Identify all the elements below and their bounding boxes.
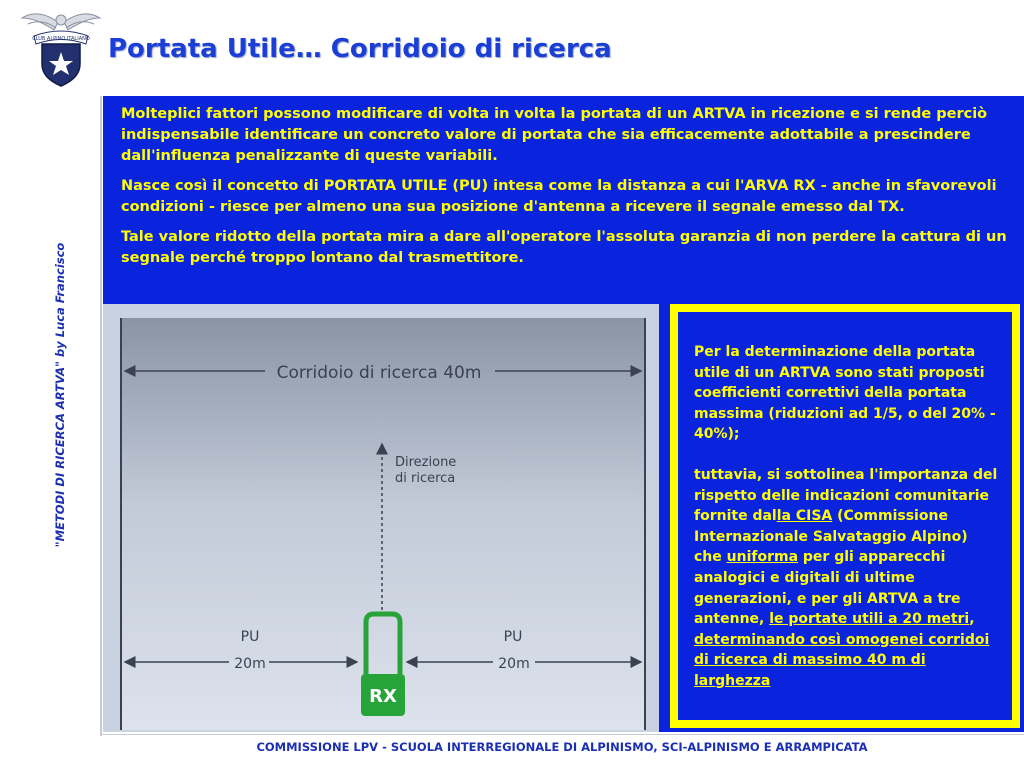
paragraph-3: Tale valore ridotto della portata mira a dare all'operatore l'assoluta garanzia di non perdere la cattura di un segnale perché troppo lontano dal trasmettitore. xyxy=(121,229,1007,266)
note-paragraph-1: Per la determinazione della portata utile di un ARTVA sono stati proposti coefficienti correttivi della portata massima (riduzioni ad 1/5, o del 20% - 40%); xyxy=(694,344,996,443)
note-box xyxy=(670,304,1020,728)
vertical-author-text: "METODI DI RICERCA ARTVA" by Luca Francisco xyxy=(53,242,67,548)
note-text-c: (Commissione Internazionale Salvataggio Alpino) che xyxy=(694,508,968,566)
note-underline-portate: le portate utili a 20 metri xyxy=(769,611,970,628)
club-logo xyxy=(18,8,104,88)
direction-label-2: di ricerca xyxy=(395,471,456,486)
corridor-diagram xyxy=(103,304,659,732)
page-title: Portata Utile… Corridoio di ricerca xyxy=(108,34,612,64)
note-paragraph-2 xyxy=(694,465,998,692)
footer-text: COMMISSIONE LPV - SCUOLA INTERREGIONALE DI ALPINISMO, SCI-ALPINISMO E ARRAMPICATA xyxy=(256,740,868,754)
direction-label-1: Direzione xyxy=(395,455,457,470)
logo-ribbon-text: CLUB ALPINO ITALIANO xyxy=(32,36,90,42)
left-distance-label: 20m xyxy=(234,656,266,672)
left-divider xyxy=(100,96,102,736)
note-text-g: , xyxy=(969,611,975,628)
right-distance-label: 20m xyxy=(498,656,530,672)
right-pu-label: PU xyxy=(503,629,523,645)
footer-divider xyxy=(100,734,1024,735)
rx-label: RX xyxy=(369,686,397,707)
paragraph-1: Molteplici fattori possono modificare di volta in volta la portata di un ARTVA in ricezione e si rende perciò indispensabile identificare un concreto valore di portata che sia efficacemente adottabile a prescindere dall'influenza penalizzante di queste variabili. xyxy=(121,106,988,164)
left-pu-label: PU xyxy=(240,629,260,645)
note-text-a: tuttavia, si sottolinea l'importanza del rispetto delle indicazioni comunitarie fornite dal xyxy=(694,466,998,525)
note-text-e: per gli apparecchi analogici e digitali di ultime generazioni, e per gli ARTVA a tre antenne, xyxy=(694,549,961,628)
note-underline-uniforma: uniforma xyxy=(726,549,799,566)
note-underline-cisa: la CISA xyxy=(776,508,833,525)
corridor-label: Corridoio di ricerca 40m xyxy=(276,363,482,383)
main-panel xyxy=(103,96,1024,732)
note-text xyxy=(694,342,998,712)
note-underline-corridoi: determinando così omogenei corridoi di ricerca di massimo 40 m di larghezza xyxy=(694,631,990,689)
intro-text xyxy=(121,104,1019,278)
paragraph-2: Nasce così il concetto di PORTATA UTILE (PU) intesa come la distanza a cui l'ARVA RX - anche in sfavorevoli condizioni - riesce per almeno una sua posizione d'antenna a ricevere il segnale emesso dal TX. xyxy=(121,178,997,215)
